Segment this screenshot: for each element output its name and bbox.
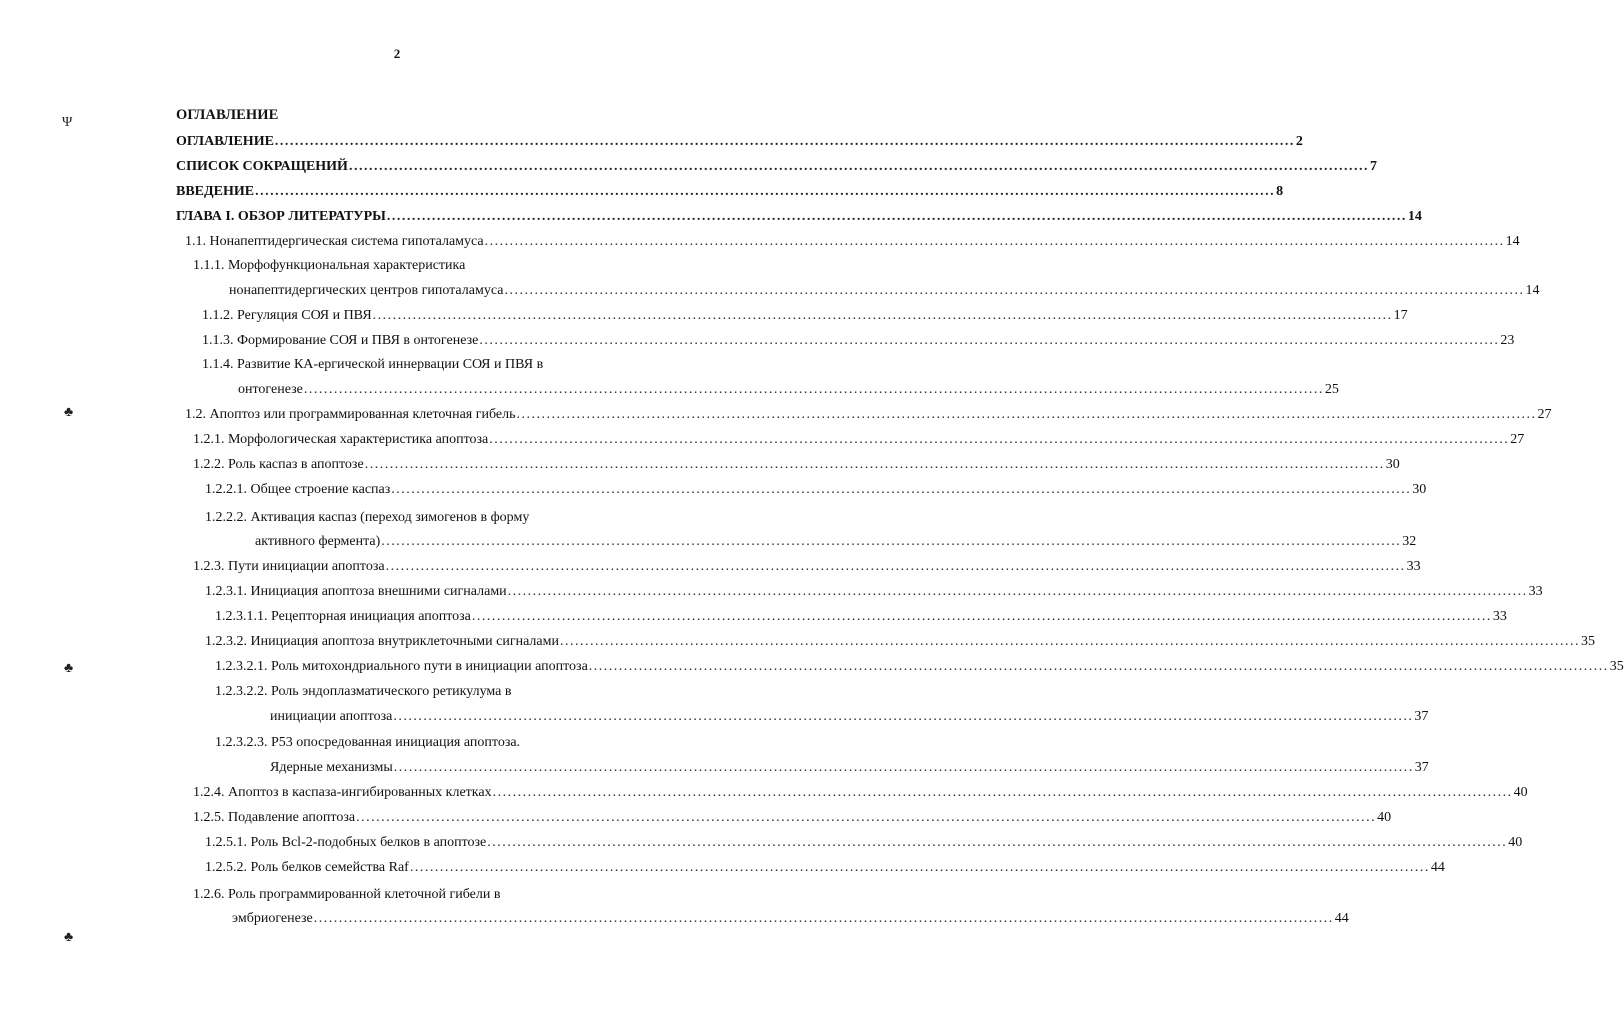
leader-dots: ............................................................................................................................................................................................................ bbox=[385, 559, 1406, 574]
toc-entry-page: 30 bbox=[1385, 457, 1400, 472]
leader-dots: ............................................................................................................................................................................................................ bbox=[255, 184, 1276, 199]
leader-dots: ............................................................................................................................................................................................................ bbox=[372, 308, 1393, 323]
toc-entry bbox=[176, 205, 1422, 225]
leader-dots: ............................................................................................................................................................................................................ bbox=[588, 659, 1609, 674]
toc-entry-page: 40 bbox=[1377, 810, 1392, 825]
toc-entry-label: Ядерные механизмы bbox=[270, 760, 393, 775]
leader-dots: ............................................................................................................................................................................................................ bbox=[386, 209, 1407, 224]
toc-entry-page: 27 bbox=[1537, 407, 1552, 422]
toc-entry-label: 1.2.2. Роль каспаз в апоптозе bbox=[193, 457, 364, 472]
leader-dots: ............................................................................................................................................................................................................ bbox=[484, 234, 1505, 249]
leader-dots: ............................................................................................................................................................................................................ bbox=[471, 609, 1492, 624]
toc-entry-page: 27 bbox=[1510, 432, 1525, 447]
toc-entry-page: 8 bbox=[1276, 184, 1284, 199]
toc-entry-label: 1.1.2. Регуляция СОЯ и ПВЯ bbox=[202, 308, 372, 323]
leader-dots: ............................................................................................................................................................................................................ bbox=[516, 407, 1537, 422]
leader-dots: ............................................................................................................................................................................................................ bbox=[504, 283, 1525, 298]
toc-entry-page: 40 bbox=[1508, 835, 1523, 850]
toc-entry-label: 1.2.3.1.1. Рецепторная инициация апоптоза bbox=[215, 609, 471, 624]
toc-entry bbox=[205, 478, 1427, 498]
toc-entry-label: 1.2. Апоптоз или программированная клеточная гибель bbox=[185, 407, 516, 422]
leader-dots: ............................................................................................................................................................................................................ bbox=[393, 760, 1414, 775]
leader-dots: ............................................................................................................................................................................................................ bbox=[303, 382, 1324, 397]
toc-entry-label: активного фермента) bbox=[255, 534, 381, 549]
toc-entry-page: 17 bbox=[1393, 308, 1408, 323]
toc-entry-label: 1.2.4. Апоптоз в каспаза-ингибированных клетках bbox=[193, 785, 492, 800]
toc-entry-label: ВВЕДЕНИЕ bbox=[176, 184, 255, 199]
toc-entry-page: 33 bbox=[1406, 559, 1421, 574]
toc-entry-page: 25 bbox=[1324, 382, 1339, 397]
toc-entry-page: 44 bbox=[1430, 860, 1445, 875]
toc-entry-label: ОГЛАВЛЕНИЕ bbox=[176, 134, 274, 149]
toc-entry-page: 2 bbox=[1295, 134, 1303, 149]
leader-dots: ............................................................................................................................................................................................................ bbox=[560, 634, 1580, 649]
margin-mark-icon: ♣ bbox=[64, 405, 74, 420]
leader-dots: ............................................................................................................................................................................................................ bbox=[489, 432, 1510, 447]
toc-entry-first-line: 1.1.4. Развитие КА-ергической иннервации СОЯ и ПВЯ в bbox=[202, 357, 544, 372]
toc-entry-label: 1.2.1. Морфологическая характеристика апоптоза bbox=[193, 432, 489, 447]
toc-entry-page: 37 bbox=[1414, 760, 1429, 775]
toc-entry bbox=[185, 403, 1552, 423]
toc-entry bbox=[215, 655, 1624, 675]
leader-dots: ............................................................................................................................................................................................................ bbox=[391, 482, 1412, 497]
leader-dots: ............................................................................................................................................................................................................ bbox=[381, 534, 1402, 549]
toc-entry bbox=[193, 781, 1528, 801]
toc-entry bbox=[202, 329, 1515, 349]
toc-entry-page: 14 bbox=[1505, 234, 1520, 249]
toc-entry-label: 1.1.3. Формирование СОЯ и ПВЯ в онтогенезе bbox=[202, 333, 479, 348]
toc-entry bbox=[185, 230, 1520, 250]
toc-entry bbox=[176, 180, 1284, 200]
toc-entry-label: 1.2.3.1. Инициация апоптоза внешними сигналами bbox=[205, 584, 507, 599]
toc-entry-label: 1.2.3.2.1. Роль митохондриального пути в инициации апоптоза bbox=[215, 659, 588, 674]
leader-dots: ............................................................................................................................................................................................................ bbox=[348, 159, 1369, 174]
toc-entry bbox=[205, 831, 1523, 851]
leader-dots: ............................................................................................................................................................................................................ bbox=[507, 584, 1528, 599]
toc-entry-first-line: 1.1.1. Морфофункциональная характеристика bbox=[193, 258, 466, 273]
leader-dots: ............................................................................................................................................................................................................ bbox=[487, 835, 1508, 850]
leader-dots: ............................................................................................................................................................................................................ bbox=[409, 860, 1430, 875]
toc-entry bbox=[238, 378, 1339, 398]
toc-entry-label: 1.2.5.1. Роль Bcl-2-подобных белков в апоптозе bbox=[205, 835, 487, 850]
toc-entry-label: онтогенезе bbox=[238, 382, 303, 397]
leader-dots: ............................................................................................................................................................................................................ bbox=[492, 785, 1513, 800]
toc-entry bbox=[193, 428, 1525, 448]
leader-dots: ............................................................................................................................................................................................................ bbox=[364, 457, 1385, 472]
leader-dots: ............................................................................................................................................................................................................ bbox=[479, 333, 1500, 348]
toc-entry bbox=[176, 130, 1303, 150]
toc-entry-label: эмбриогенезе bbox=[232, 911, 313, 926]
margin-mark-icon: ♣ bbox=[64, 661, 74, 676]
toc-entry bbox=[270, 705, 1429, 725]
toc-entry-label: 1.2.3. Пути инициации апоптоза bbox=[193, 559, 385, 574]
toc-entry bbox=[202, 304, 1408, 324]
leader-dots: ............................................................................................................................................................................................................ bbox=[313, 911, 1334, 926]
toc-entry-page: 40 bbox=[1513, 785, 1528, 800]
toc-entry bbox=[215, 605, 1507, 625]
toc-entry-page: 33 bbox=[1528, 584, 1543, 599]
toc-entry-label: нонапептидергических центров гипоталамуса bbox=[229, 283, 504, 298]
toc-title: ОГЛАВЛЕНИЕ bbox=[176, 107, 279, 123]
leader-dots: ............................................................................................................................................................................................................ bbox=[393, 709, 1414, 724]
toc-entry-label: 1.2.5. Подавление апоптоза bbox=[193, 810, 356, 825]
toc-entry bbox=[176, 155, 1377, 175]
toc-entry-first-line: 1.2.6. Роль программированной клеточной гибели в bbox=[193, 887, 501, 902]
toc-entry-page: 32 bbox=[1402, 534, 1417, 549]
toc-entry bbox=[205, 630, 1595, 650]
toc-entry bbox=[205, 580, 1543, 600]
toc-entry-label: инициации апоптоза bbox=[270, 709, 393, 724]
toc-entry-page: 14 bbox=[1525, 283, 1540, 298]
leader-dots: ............................................................................................................................................................................................................ bbox=[356, 810, 1377, 825]
toc-entry-page: 23 bbox=[1500, 333, 1515, 348]
toc-entry-page: 14 bbox=[1407, 209, 1422, 224]
toc-entry-page: 33 bbox=[1492, 609, 1507, 624]
margin-mark-icon: Ψ bbox=[62, 115, 73, 130]
toc-entry-page: 37 bbox=[1414, 709, 1429, 724]
toc-entry-first-line: 1.2.2.2. Активация каспаз (переход зимогенов в форму bbox=[205, 510, 530, 525]
toc-entry bbox=[255, 530, 1417, 550]
toc-entry-label: 1.2.5.2. Роль белков семейства Raf bbox=[205, 860, 409, 875]
page-number: 2 bbox=[393, 46, 401, 61]
leader-dots: ............................................................................................................................................................................................................ bbox=[274, 134, 1295, 149]
toc-entry-label: 1.2.3.2. Инициация апоптоза внутриклеточными сигналами bbox=[205, 634, 559, 649]
toc-entry-page: 35 bbox=[1581, 634, 1595, 649]
toc-entry-label: СПИСОК СОКРАЩЕНИЙ bbox=[176, 159, 348, 174]
toc-entry-page: 30 bbox=[1412, 482, 1427, 497]
toc-entry bbox=[232, 907, 1349, 927]
toc-entry-page: 44 bbox=[1334, 911, 1349, 926]
toc-entry bbox=[205, 856, 1445, 876]
toc-entry-first-line: 1.2.3.2.2. Роль эндоплазматического ретикулума в bbox=[215, 684, 512, 699]
margin-mark-icon: ♣ bbox=[64, 930, 74, 945]
toc-entry-first-line: 1.2.3.2.3. P53 опосредованная инициация апоптоза. bbox=[215, 735, 521, 750]
toc-entry bbox=[229, 279, 1540, 299]
toc-entry bbox=[193, 453, 1400, 473]
toc-entry bbox=[193, 806, 1392, 826]
toc-entry-label: 1.2.2.1. Общее строение каспаз bbox=[205, 482, 391, 497]
toc-entry bbox=[270, 756, 1429, 776]
toc-entry-label: ГЛАВА I. ОБЗОР ЛИТЕРАТУРЫ bbox=[176, 209, 386, 224]
toc-entry bbox=[193, 555, 1421, 575]
toc-entry-label: 1.1. Нонапептидергическая система гипоталамуса bbox=[185, 234, 484, 249]
toc-entry-page: 35 bbox=[1609, 659, 1624, 674]
toc-entry-page: 7 bbox=[1369, 159, 1377, 174]
